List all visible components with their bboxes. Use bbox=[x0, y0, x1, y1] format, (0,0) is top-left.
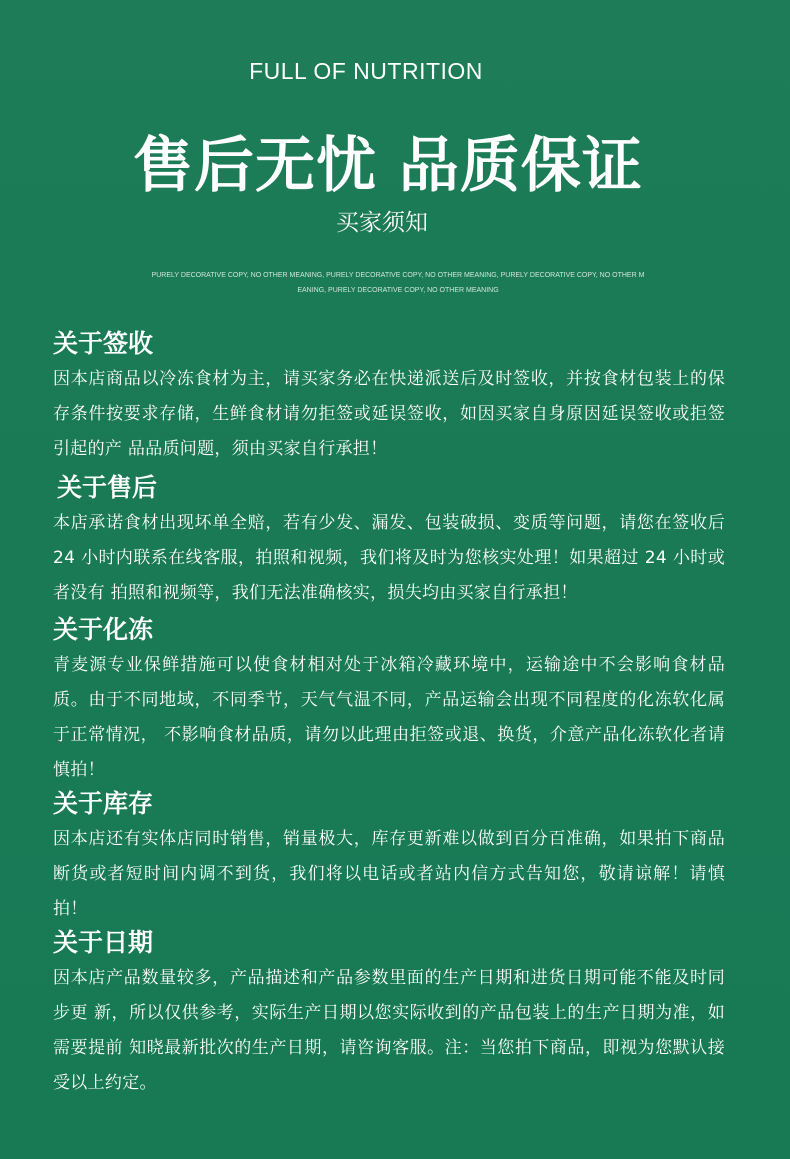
eyebrow-text: FULL OF NUTRITION bbox=[249, 58, 483, 84]
section-body: 本店承诺食材出现坏单全赔，若有少发、漏发、包装破损、变质等问题，请您在签收后24 小时内联系在线客服，拍照和视频，我们将及时为您核实处理！如果超过 24 小时或者没有 拍照和视频等，我们无法准确核实，损失均由买家自行承担！ bbox=[53, 513, 725, 603]
section-body: 因本店商品以冷冻食材为主，请买家务必在快递派送后及时签收，并按食材包装上的保存条件按要求存储，生鲜食材请勿拒签或延误签收，如因买家自身原因延误签收或拒签引起的产 品品质问题，须由买家自行承担！ bbox=[53, 369, 725, 459]
section-signing bbox=[53, 328, 725, 467]
section-dates bbox=[53, 927, 725, 1101]
section-heading: 关于日期 bbox=[53, 928, 154, 957]
page-title: 售后无忧 品质保证 bbox=[133, 131, 643, 201]
section-thawing bbox=[53, 614, 725, 788]
section-inventory bbox=[53, 788, 725, 927]
section-heading: 关于售后 bbox=[57, 473, 158, 502]
decorative-copy: PURELY DECORATIVE COPY, NO OTHER MEANING, PURELY DECORATIVE COPY, NO OTHER MEANING, PURELY DECORATIVE COPY, NO OTHER MEANING, PURELY DECORATIVE COPY, NO OTHER MEANING bbox=[151, 272, 645, 294]
section-heading: 关于库存 bbox=[53, 789, 154, 818]
section-body: 因本店产品数量较多，产品描述和产品参数里面的生产日期和进货日期可能不能及时同步更 新，所以仅供参考，实际生产日期以您实际收到的产品包装上的生产日期为准，如需要提前 知晓最新批次的生产日期，请咨询客服。注：当您拍下商品，即视为您默认接受以上约定。 bbox=[53, 968, 725, 1093]
page-subtitle: 买家须知 bbox=[336, 210, 428, 236]
section-heading: 关于签收 bbox=[53, 329, 154, 358]
section-after-sales bbox=[53, 472, 725, 611]
section-heading: 关于化冻 bbox=[53, 615, 154, 644]
section-body: 因本店还有实体店同时销售，销量极大，库存更新难以做到百分百准确，如果拍下商品断货或者短时间内调不到货，我们将以电话或者站内信方式告知您，敬请谅解！请慎拍！ bbox=[53, 829, 725, 919]
section-body: 青麦源专业保鲜措施可以使食材相对处于冰箱冷藏环境中，运输途中不会影响食材品质。由于不同地域，不同季节，天气气温不同，产品运输会出现不同程度的化冻软化属于正常情况， 不影响食材品质，请勿以此理由拒签或退、换货，介意产品化冻软化者请慎拍！ bbox=[53, 655, 725, 780]
